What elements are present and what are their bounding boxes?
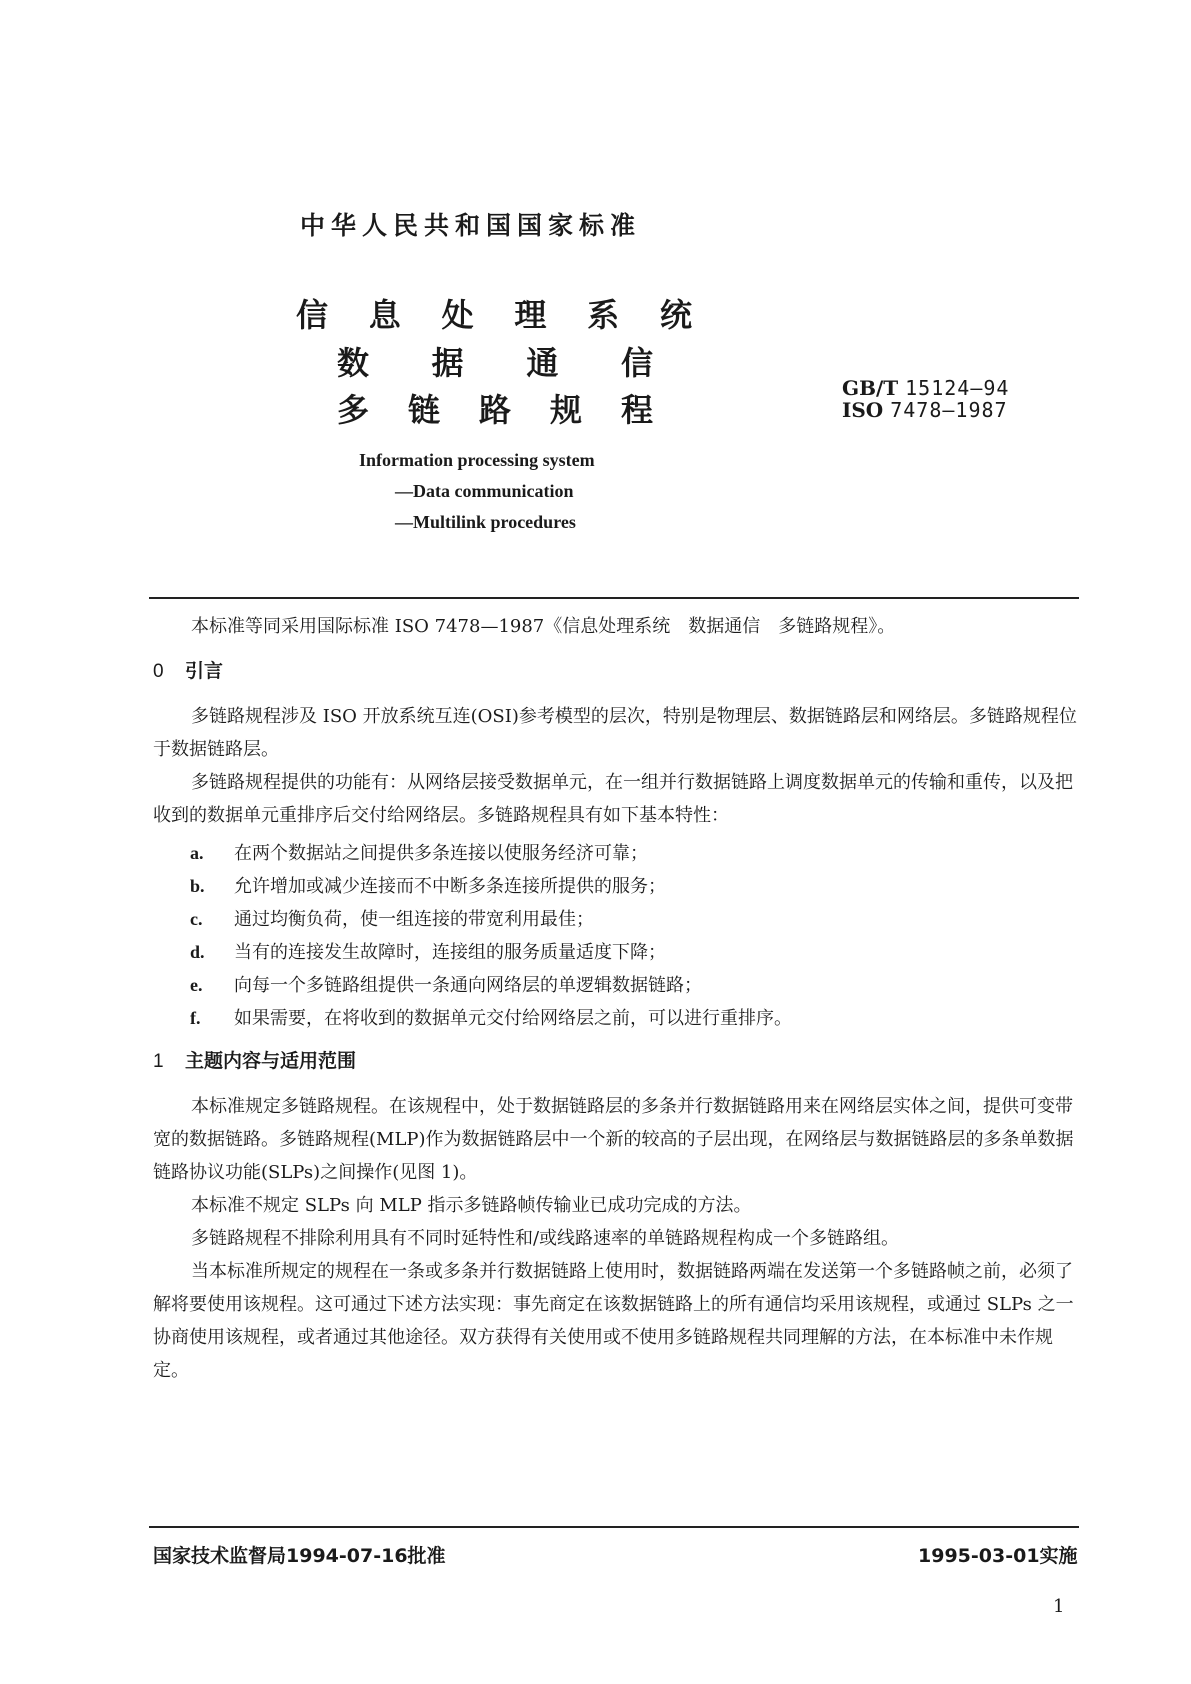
title-char: 规 <box>549 391 582 429</box>
approval-date: 国家技术监督局1994-07-16批准 <box>153 1545 446 1567</box>
title-char: 链 <box>407 391 440 429</box>
title-char: 统 <box>659 296 692 334</box>
title-char: 信 <box>620 344 653 382</box>
section-0-para-1: 多链路规程涉及 ISO 开放系统互连(OSI)参考模型的层次，特别是物理层、数据链路层和网络层。多链路规程位于数据链路层。 <box>153 706 1077 760</box>
gbt-code <box>842 376 1009 400</box>
gbt-prefix: GB/T <box>842 376 899 400</box>
section-1-heading <box>153 1046 356 1073</box>
title-en-line2: —Data communication <box>395 481 574 501</box>
title-char: 处 <box>441 296 474 334</box>
intro-statement: 本标准等同采用国际标准 ISO 7478—1987《信息处理系统 数据通信 多链路规程》。 <box>191 616 896 637</box>
title-char: 程 <box>620 391 653 429</box>
section-1-para-2: 本标准不规定 SLPs 向 MLP 指示多链路帧传输业已成功完成的方法。 <box>191 1195 752 1216</box>
section-title: 引言 <box>185 660 224 682</box>
title-zh-line3 <box>337 385 653 431</box>
section-title: 主题内容与适用范围 <box>185 1050 357 1072</box>
title-char: 多 <box>337 391 370 429</box>
title-char: 据 <box>431 344 464 382</box>
section-number: 0 <box>153 661 164 682</box>
title-zh-line2 <box>337 338 653 384</box>
iso-prefix: ISO <box>842 398 884 422</box>
footer-divider <box>149 1526 1079 1528</box>
title-char: 信 <box>296 296 329 334</box>
title-char: 息 <box>368 296 401 334</box>
title-char: 数 <box>337 344 370 382</box>
title-char: 理 <box>514 296 547 334</box>
list-item: d. 当有的连接发生故障时，连接组的服务质量适度下降； <box>190 942 666 963</box>
list-item: b. 允许增加或减少连接而不中断多条连接所提供的服务； <box>190 876 666 897</box>
gbt-number: 15124—94 <box>905 376 1010 400</box>
effective-date: 1995-03-01实施 <box>918 1545 1078 1567</box>
title-en-line1: Information processing system <box>359 450 595 470</box>
section-number: 1 <box>153 1051 164 1072</box>
title-zh-line1 <box>296 290 692 336</box>
standard-header: 中华人民共和国国家标准 <box>300 211 642 240</box>
list-item: a. 在两个数据站之间提供多条连接以使服务经济可靠； <box>190 843 648 864</box>
iso-number: 7478—1987 <box>890 398 1008 422</box>
section-0-heading <box>153 656 223 683</box>
title-en-line3: —Multilink procedures <box>395 512 576 532</box>
list-item: c. 通过均衡负荷，使一组连接的带宽利用最佳； <box>190 909 594 930</box>
page-number: 1 <box>1053 1596 1065 1617</box>
list-item: f. 如果需要，在将收到的数据单元交付给网络层之前，可以进行重排序。 <box>190 1008 792 1029</box>
title-char: 通 <box>526 344 559 382</box>
section-0-para-2: 多链路规程提供的功能有：从网络层接受数据单元，在一组并行数据链路上调度数据单元的传输和重传，以及把收到的数据单元重排序后交付给网络层。多链路规程具有如下基本特性： <box>153 772 1073 826</box>
section-1-para-1: 本标准规定多链路规程。在该规程中，处于数据链路层的多条并行数据链路用来在网络层实体之间，提供可变带宽的数据链路。多链路规程(MLP)作为数据链路层中一个新的较高的子层出现，在网络层与数据链路层的多条单数据链路协议功能(SLPs)之间操作(见图 1)。 <box>153 1096 1074 1183</box>
title-char: 路 <box>478 391 511 429</box>
list-item: e. 向每一个多链路组提供一条通向网络层的单逻辑数据链路； <box>190 975 702 996</box>
iso-code <box>842 398 1008 422</box>
section-1-para-4: 当本标准所规定的规程在一条或多条并行数据链路上使用时，数据链路两端在发送第一个多链路帧之前，必须了解将要使用该规程。这可通过下述方法实现：事先商定在该数据链路上的所有通信均采用该规程，或通过 SLPs 之一协商使用该规程，或者通过其他途径。双方获得有关使用或不使用多链路规程共同理解的方法，在本标准中未作规定。 <box>153 1261 1074 1381</box>
section-1-para-3: 多链路规程不排除利用具有不同时延特性和/或线路速率的单链路规程构成一个多链路组。 <box>191 1228 900 1249</box>
header-divider <box>149 597 1079 599</box>
title-char: 系 <box>587 296 620 334</box>
